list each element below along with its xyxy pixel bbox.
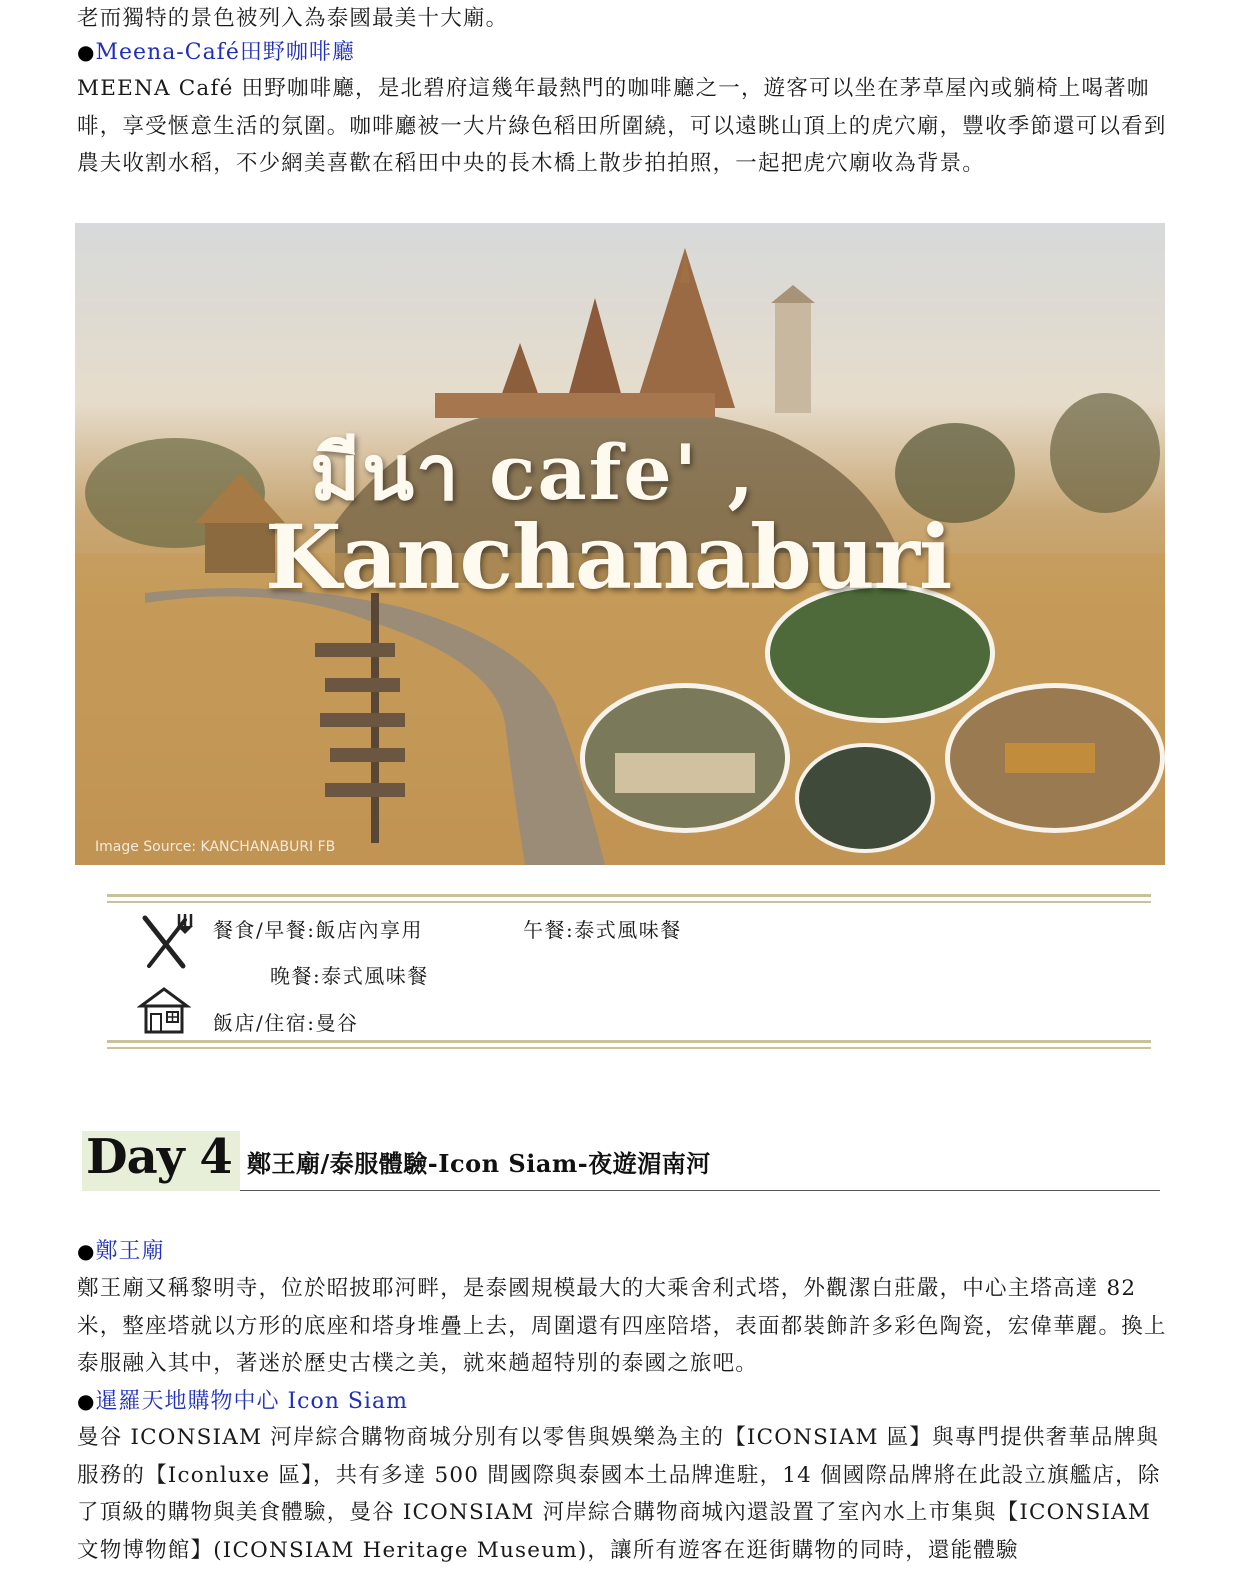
bullet-icon: ●	[77, 40, 96, 64]
dinner-text: 晚餐:泰式風味餐	[270, 964, 429, 988]
photo-title-thai: มีนา cafe' ,	[310, 428, 756, 517]
photo-title-latin: Kanchanaburi	[265, 505, 952, 609]
meena-cafe-photo	[75, 223, 1165, 865]
day-badge	[82, 1131, 240, 1191]
day-title-rule	[240, 1190, 1160, 1191]
box-bottom-rule	[107, 1040, 1151, 1049]
iconsiam-body-text: 曼谷 ICONSIAM 河岸綜合購物商城分別有以零售與娛樂為主的【ICONSIAM 區】與專門提供奢華品牌與服務的【Iconluxe 區】，共有多達 500 間國際與泰國本土品牌進駐，14 個國際品牌將在此設立旗艦店，除了頂級的購物與美食體驗，曼谷 ICONSIAM 河岸綜合購物商城內還設置了室內水上市集與【ICONSIAM 文物博物館】(ICONSIAM Heritage Museum)，讓所有遊客在逛街購物的同時，還能體驗	[77, 1425, 1161, 1563]
meena-heading	[77, 37, 355, 68]
day-badge-text: Day 4	[86, 1129, 232, 1185]
iconsiam-heading	[77, 1386, 408, 1417]
lunch-text: 午餐:泰式風味餐	[523, 918, 682, 942]
day-title: 鄭王廟/泰服體驗-Icon Siam-夜遊湄南河	[247, 1149, 711, 1178]
box-top-rule	[107, 894, 1151, 903]
meena-body-text: MEENA Café 田野咖啡廳，是北碧府這幾年最熱門的咖啡廳之一，遊客可以坐在茅草屋內或躺椅上喝著咖啡，享受愜意生活的氛圍。咖啡廳被一大片綠色稻田所圍繞，可以遠眺山頂上的虎穴廟，豐收季節還可以看到農夫收割水稻，不少網美喜歡在稻田中央的長木橋上散步拍拍照，一起把虎穴廟收為背景。	[77, 76, 1167, 176]
watarun-body-text: 鄭王廟又稱黎明寺，位於昭披耶河畔，是泰國規模最大的大乘舍利式塔，外觀潔白莊嚴，中心主塔高達 82 米，整座塔就以方形的底座和塔身堆疊上去，周圍還有四座陪塔，表面都裝飾許多彩色陶瓷，宏偉華麗。換上泰服融入其中，著迷於歷史古樸之美，就來趟超特別的泰國之旅吧。	[77, 1276, 1167, 1376]
meal-hotel-box	[107, 894, 1151, 1049]
watarun-heading-text: 鄭王廟	[95, 1239, 165, 1264]
bullet-icon: ●	[77, 1389, 96, 1413]
iconsiam-heading-text: 暹羅天地購物中心 Icon Siam	[95, 1389, 408, 1414]
watarun-heading	[77, 1236, 164, 1267]
meena-heading-text: Meena-Café田野咖啡廳	[95, 40, 355, 65]
intro-tail-text: 老而獨特的景色被列入為泰國最美十大廟。	[77, 6, 509, 31]
breakfast-text: 餐食/早餐:飯店內享用	[213, 918, 423, 942]
house-icon	[137, 986, 191, 1034]
bullet-icon: ●	[77, 1239, 96, 1263]
photo-credit: Image Source: KANCHANABURI FB	[95, 839, 336, 855]
fork-knife-icon	[137, 912, 193, 970]
hotel-text: 飯店/住宿:曼谷	[213, 1011, 359, 1035]
